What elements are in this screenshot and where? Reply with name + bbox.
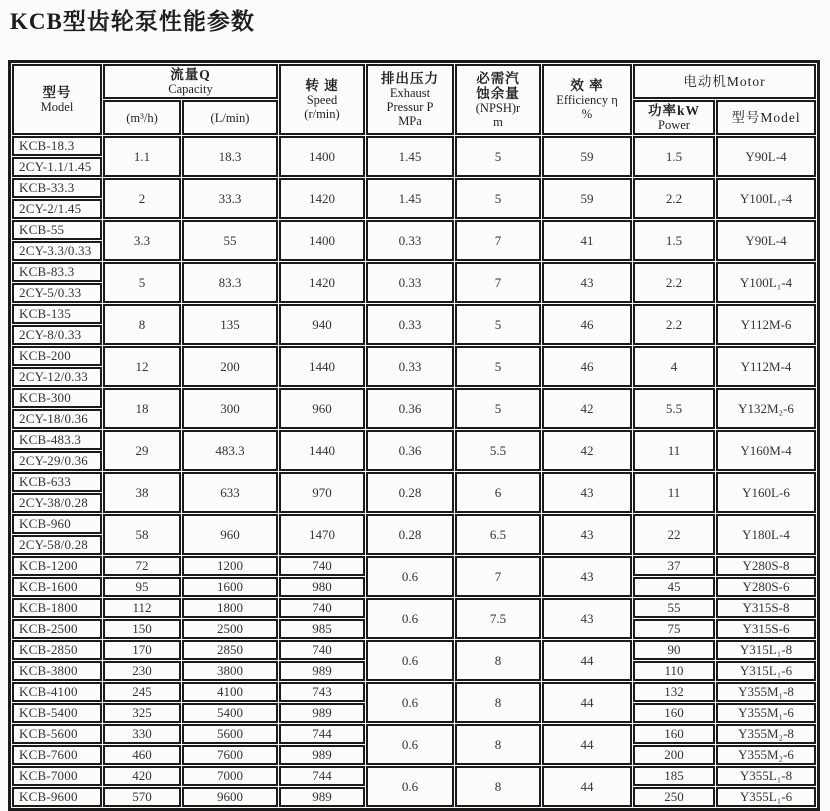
value-cell-pressure: 0.6 (366, 598, 454, 639)
motor-model-cell: Y280S-8 (716, 556, 816, 576)
model-cell: 2CY-38/0.28 (12, 493, 102, 513)
value-cell-pressure: 1.45 (366, 178, 454, 219)
value-cell-lmin: 1200 (182, 556, 278, 576)
value-cell-m3h: 29 (103, 430, 181, 471)
value-cell-npsh: 6 (455, 472, 541, 513)
value-cell-speed: 1420 (279, 262, 365, 303)
value-cell-efficiency: 59 (542, 178, 632, 219)
model-cell: 2CY-18/0.36 (12, 409, 102, 429)
table-row (12, 262, 816, 282)
value-cell-npsh: 7 (455, 220, 541, 261)
value-cell-efficiency: 44 (542, 640, 632, 681)
value-cell-power: 37 (633, 556, 715, 576)
value-cell-speed: 985 (279, 619, 365, 639)
value-cell-pressure: 0.6 (366, 682, 454, 723)
value-cell-power: 11 (633, 472, 715, 513)
value-cell-npsh: 5 (455, 178, 541, 219)
value-cell-efficiency: 43 (542, 472, 632, 513)
header-line: Pressur P (386, 100, 434, 114)
value-cell-lmin: 5600 (182, 724, 278, 744)
model-cell: 2CY-5/0.33 (12, 283, 102, 303)
model-cell: KCB-483.3 (12, 430, 102, 450)
value-cell-power: 55 (633, 598, 715, 618)
col-header-model (12, 64, 102, 135)
motor-model-cell: Y132M₂-6 (716, 388, 816, 429)
model-cell: KCB-960 (12, 514, 102, 534)
value-cell-npsh: 7 (455, 262, 541, 303)
value-cell-power: 1.5 (633, 136, 715, 177)
value-cell-m3h: 325 (103, 703, 181, 723)
value-cell-pressure: 0.6 (366, 766, 454, 807)
value-cell-m3h: 570 (103, 787, 181, 807)
value-cell-power: 45 (633, 577, 715, 597)
value-cell-power: 4 (633, 346, 715, 387)
value-cell-speed: 989 (279, 703, 365, 723)
motor-model-cell: Y100L₁-4 (716, 178, 816, 219)
value-cell-efficiency: 43 (542, 514, 632, 555)
value-cell-pressure: 0.33 (366, 304, 454, 345)
header-line: Speed (306, 93, 338, 107)
motor-model-cell: Y315S-8 (716, 598, 816, 618)
value-cell-speed: 1470 (279, 514, 365, 555)
value-cell-pressure: 0.6 (366, 640, 454, 681)
value-cell-speed: 1420 (279, 178, 365, 219)
motor-model-cell: Y100L₁-4 (716, 262, 816, 303)
value-cell-lmin: 483.3 (182, 430, 278, 471)
header-line: Power (658, 118, 690, 132)
value-cell-speed: 740 (279, 556, 365, 576)
value-cell-m3h: 72 (103, 556, 181, 576)
value-cell-speed: 740 (279, 640, 365, 660)
value-cell-lmin: 135 (182, 304, 278, 345)
motor-model-cell: Y90L-4 (716, 136, 816, 177)
value-cell-power: 1.5 (633, 220, 715, 261)
table-row (12, 556, 816, 576)
value-cell-speed: 989 (279, 661, 365, 681)
motor-model-cell: Y355L₁-8 (716, 766, 816, 786)
table-row (12, 346, 816, 366)
value-cell-npsh: 5 (455, 388, 541, 429)
header-line: Exhaust (389, 86, 431, 100)
value-cell-m3h: 95 (103, 577, 181, 597)
value-cell-lmin: 300 (182, 388, 278, 429)
model-cell: 2CY-8/0.33 (12, 325, 102, 345)
value-cell-npsh: 8 (455, 724, 541, 765)
model-cell: KCB-2500 (12, 619, 102, 639)
value-cell-efficiency: 44 (542, 724, 632, 765)
header-line: MPa (398, 114, 422, 128)
value-cell-npsh: 8 (455, 640, 541, 681)
value-cell-speed: 989 (279, 787, 365, 807)
value-cell-power: 11 (633, 430, 715, 471)
value-cell-power: 22 (633, 514, 715, 555)
header-line: (NPSH)r (475, 100, 521, 115)
motor-model-cell: Y112M-4 (716, 346, 816, 387)
table-body (12, 136, 816, 807)
model-cell: KCB-5600 (12, 724, 102, 744)
value-cell-power: 2.2 (633, 304, 715, 345)
model-cell: KCB-633 (12, 472, 102, 492)
value-cell-speed: 744 (279, 724, 365, 744)
col-header-m3h: (m³/h) (103, 100, 181, 135)
col-header-efficiency (542, 64, 632, 135)
value-cell-pressure: 0.6 (366, 556, 454, 597)
model-cell: KCB-83.3 (12, 262, 102, 282)
model-cell: KCB-135 (12, 304, 102, 324)
value-cell-m3h: 8 (103, 304, 181, 345)
value-cell-power: 110 (633, 661, 715, 681)
motor-model-cell: Y355L₁-6 (716, 787, 816, 807)
header-row-1 (12, 64, 816, 99)
header-line: 型号 (42, 85, 72, 100)
value-cell-m3h: 330 (103, 724, 181, 744)
value-cell-lmin: 633 (182, 472, 278, 513)
table-row (12, 766, 816, 786)
col-header-motor-model: 型号Model (716, 100, 816, 135)
page-title: KCB型齿轮泵性能参数 (10, 9, 255, 34)
value-cell-power: 200 (633, 745, 715, 765)
table-row (12, 472, 816, 492)
value-cell-m3h: 58 (103, 514, 181, 555)
value-cell-npsh: 8 (455, 682, 541, 723)
value-cell-power: 5.5 (633, 388, 715, 429)
table-header (12, 64, 816, 135)
value-cell-efficiency: 59 (542, 136, 632, 177)
value-cell-pressure: 0.33 (366, 262, 454, 303)
motor-model-cell: Y280S-6 (716, 577, 816, 597)
table-row (12, 640, 816, 660)
value-cell-speed: 1440 (279, 430, 365, 471)
value-cell-power: 90 (633, 640, 715, 660)
value-cell-lmin: 2850 (182, 640, 278, 660)
value-cell-npsh: 5 (455, 304, 541, 345)
value-cell-pressure: 0.33 (366, 346, 454, 387)
col-header-speed (279, 64, 365, 135)
value-cell-lmin: 200 (182, 346, 278, 387)
value-cell-m3h: 112 (103, 598, 181, 618)
value-cell-lmin: 7000 (182, 766, 278, 786)
model-cell: KCB-33.3 (12, 178, 102, 198)
value-cell-lmin: 3800 (182, 661, 278, 681)
table-row (12, 136, 816, 156)
motor-model-cell: Y112M-6 (716, 304, 816, 345)
header-line: 排出压力 (381, 71, 439, 86)
value-cell-npsh: 7.5 (455, 598, 541, 639)
value-cell-npsh: 6.5 (455, 514, 541, 555)
col-header-capacity (103, 64, 278, 99)
value-cell-pressure: 0.36 (366, 388, 454, 429)
model-cell: KCB-300 (12, 388, 102, 408)
model-cell: KCB-200 (12, 346, 102, 366)
value-cell-npsh: 7 (455, 556, 541, 597)
value-cell-m3h: 245 (103, 682, 181, 702)
value-cell-efficiency: 43 (542, 556, 632, 597)
value-cell-m3h: 420 (103, 766, 181, 786)
value-cell-speed: 989 (279, 745, 365, 765)
value-cell-pressure: 0.28 (366, 472, 454, 513)
model-cell: 2CY-29/0.36 (12, 451, 102, 471)
col-header-motor-power (633, 100, 715, 135)
value-cell-lmin: 7600 (182, 745, 278, 765)
header-line: (r/min) (304, 107, 340, 121)
header-line: Efficiency η (556, 93, 618, 107)
motor-model-cell: Y355M₁-6 (716, 703, 816, 723)
value-cell-speed: 744 (279, 766, 365, 786)
model-cell: KCB-5400 (12, 703, 102, 723)
value-cell-lmin: 2500 (182, 619, 278, 639)
value-cell-pressure: 0.33 (366, 220, 454, 261)
model-cell: KCB-1800 (12, 598, 102, 618)
value-cell-m3h: 150 (103, 619, 181, 639)
value-cell-m3h: 5 (103, 262, 181, 303)
pump-performance-table (8, 60, 820, 811)
table-row (12, 178, 816, 198)
value-cell-m3h: 2 (103, 178, 181, 219)
value-cell-efficiency: 44 (542, 766, 632, 807)
value-cell-speed: 940 (279, 304, 365, 345)
value-cell-m3h: 3.3 (103, 220, 181, 261)
motor-model-cell: Y355M₂-8 (716, 724, 816, 744)
header-line: 必需汽 (476, 70, 520, 86)
table-row (12, 514, 816, 534)
value-cell-m3h: 12 (103, 346, 181, 387)
value-cell-lmin: 1600 (182, 577, 278, 597)
table-row (12, 304, 816, 324)
header-line: 流量Q (170, 67, 211, 82)
model-cell: 2CY-12/0.33 (12, 367, 102, 387)
value-cell-power: 250 (633, 787, 715, 807)
value-cell-speed: 970 (279, 472, 365, 513)
value-cell-speed: 1440 (279, 346, 365, 387)
value-cell-lmin: 1800 (182, 598, 278, 618)
col-header-pressure (366, 64, 454, 135)
motor-model-cell: Y160M-4 (716, 430, 816, 471)
table-row (12, 598, 816, 618)
value-cell-pressure: 1.45 (366, 136, 454, 177)
value-cell-npsh: 5 (455, 136, 541, 177)
value-cell-lmin: 83.3 (182, 262, 278, 303)
value-cell-power: 132 (633, 682, 715, 702)
value-cell-speed: 980 (279, 577, 365, 597)
header-line: 蚀余量 (476, 85, 520, 101)
motor-model-cell: Y90L-4 (716, 220, 816, 261)
model-cell: 2CY-3.3/0.33 (12, 241, 102, 261)
value-cell-power: 160 (633, 724, 715, 744)
table-row (12, 682, 816, 702)
value-cell-efficiency: 42 (542, 388, 632, 429)
motor-model-cell: Y180L-4 (716, 514, 816, 555)
motor-model-cell: Y315L₁-6 (716, 661, 816, 681)
model-cell: 2CY-58/0.28 (12, 535, 102, 555)
value-cell-lmin: 55 (182, 220, 278, 261)
value-cell-m3h: 170 (103, 640, 181, 660)
value-cell-efficiency: 43 (542, 262, 632, 303)
motor-model-cell: Y355M₁-8 (716, 682, 816, 702)
value-cell-m3h: 38 (103, 472, 181, 513)
model-cell: KCB-1200 (12, 556, 102, 576)
value-cell-m3h: 1.1 (103, 136, 181, 177)
value-cell-efficiency: 41 (542, 220, 632, 261)
value-cell-m3h: 18 (103, 388, 181, 429)
value-cell-pressure: 0.6 (366, 724, 454, 765)
header-line: m (493, 114, 503, 129)
value-cell-speed: 1400 (279, 220, 365, 261)
header-line: 转 速 (305, 78, 339, 93)
value-cell-pressure: 0.36 (366, 430, 454, 471)
value-cell-lmin: 33.3 (182, 178, 278, 219)
header-line: Model (40, 100, 74, 114)
model-cell: 2CY-2/1.45 (12, 199, 102, 219)
value-cell-speed: 960 (279, 388, 365, 429)
value-cell-speed: 740 (279, 598, 365, 618)
model-cell: 2CY-1.1/1.45 (12, 157, 102, 177)
value-cell-pressure: 0.28 (366, 514, 454, 555)
value-cell-lmin: 9600 (182, 787, 278, 807)
value-cell-efficiency: 43 (542, 598, 632, 639)
model-cell: KCB-3800 (12, 661, 102, 681)
value-cell-efficiency: 44 (542, 682, 632, 723)
value-cell-lmin: 4100 (182, 682, 278, 702)
header-line: Capacity (168, 82, 213, 96)
model-cell: KCB-18.3 (12, 136, 102, 156)
value-cell-efficiency: 46 (542, 346, 632, 387)
value-cell-lmin: 18.3 (182, 136, 278, 177)
value-cell-lmin: 5400 (182, 703, 278, 723)
value-cell-efficiency: 46 (542, 304, 632, 345)
model-cell: KCB-9600 (12, 787, 102, 807)
value-cell-npsh: 5.5 (455, 430, 541, 471)
table-row (12, 430, 816, 450)
value-cell-efficiency: 42 (542, 430, 632, 471)
value-cell-npsh: 5 (455, 346, 541, 387)
value-cell-power: 160 (633, 703, 715, 723)
model-cell: KCB-2850 (12, 640, 102, 660)
value-cell-m3h: 460 (103, 745, 181, 765)
header-line: 功率kW (647, 103, 700, 118)
value-cell-power: 2.2 (633, 178, 715, 219)
motor-model-cell: Y315S-6 (716, 619, 816, 639)
model-cell: KCB-7600 (12, 745, 102, 765)
value-cell-speed: 1400 (279, 136, 365, 177)
table-row (12, 724, 816, 744)
value-cell-speed: 743 (279, 682, 365, 702)
motor-model-cell: Y355M₂-6 (716, 745, 816, 765)
motor-model-cell: Y160L-6 (716, 472, 816, 513)
value-cell-m3h: 230 (103, 661, 181, 681)
motor-model-cell: Y315L₁-8 (716, 640, 816, 660)
value-cell-npsh: 8 (455, 766, 541, 807)
col-header-lmin: (L/min) (182, 100, 278, 135)
value-cell-power: 75 (633, 619, 715, 639)
header-line: % (581, 107, 593, 121)
table-row (12, 220, 816, 240)
value-cell-lmin: 960 (182, 514, 278, 555)
header-line: 效 率 (570, 78, 604, 93)
model-cell: KCB-1600 (12, 577, 102, 597)
value-cell-power: 185 (633, 766, 715, 786)
model-cell: KCB-55 (12, 220, 102, 240)
value-cell-power: 2.2 (633, 262, 715, 303)
col-header-npsh (455, 64, 541, 135)
model-cell: KCB-7000 (12, 766, 102, 786)
model-cell: KCB-4100 (12, 682, 102, 702)
table-row (12, 388, 816, 408)
col-header-motor: 电动机Motor (633, 64, 816, 99)
